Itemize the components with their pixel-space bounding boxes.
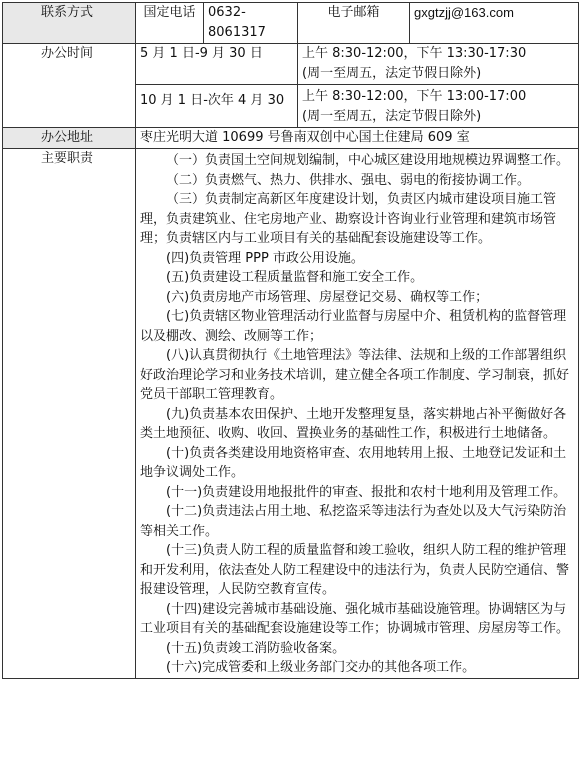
contact-label: 联系方式: [3, 3, 136, 44]
contact-row: [3, 3, 579, 44]
address-label: 办公地址: [3, 128, 136, 149]
email-value[interactable]: gxgtzjj@163.com: [410, 3, 579, 44]
hours-time-1-text: 上午 8:30-12:00，下午 13:30-17:30: [302, 46, 527, 61]
duty-item: (十五)负责竣工消防验收备案。: [166, 640, 346, 656]
duties-list: [140, 149, 574, 678]
duty-item: （一）负责国土空间规划编制，中心城区建设用地规模边界调整工作。: [166, 153, 570, 168]
address-row: [3, 128, 579, 149]
duty-item: (六)负责房地产市场管理、房屋登记交易、确权等工作；: [166, 289, 489, 305]
address-value: 枣庄光明大道 10699 号鲁南双创中心国土住建局 609 室: [136, 128, 579, 149]
hours-time-1: [298, 44, 579, 85]
phone-value: 0632-8061317: [204, 3, 298, 44]
duty-item: (十)负责各类建设用地资格审查、农用地转用上报、土地登记发证和土地争议调处工作。: [140, 445, 567, 480]
hours-note-1: (周一至周五，法定节假日除外): [302, 66, 482, 81]
duty-item: (十一)负责建设用地报批件的审查、报批和农村十地利用及管理工作。: [166, 484, 567, 500]
duty-item: （三）负责制定高新区年度建设计划，负责区内城市建设项目施工管理，负责建筑业、住宅房地产业、勘察设计咨询业行业管理和建筑市场管理；负责辖区内与工业项目有关的基础配套设施建设等工作。: [140, 192, 557, 246]
duty-item: （二）负责燃气、热力、供排水、强电、弱电的衔接协调工作。: [166, 172, 531, 188]
duties-label: 主要职责: [3, 149, 136, 679]
duty-item: (五)负责建设工程质量监督和施工安全工作。: [166, 270, 424, 285]
info-table: [2, 2, 579, 679]
hours-period-1: 5 月 1 日-9 月 30 日: [136, 44, 298, 85]
phone-label: 国定电话: [136, 3, 204, 44]
duty-item: (十四)建设完善城市基础设施、强化城市基础设施管理。协调辖区为与工业项目有关的基础配套设施建设等工作；协调城市管理、房屋房等工作。: [140, 601, 570, 636]
hours-time-2-text: 上午 8:30-12:00，下午 13:00-17:00: [302, 89, 527, 104]
duty-item: (十三)负责人防工程的质量监督和竣工验收，组织人防工程的维护管理和开发利用，依法查处人防工程建设中的违法行为，负责人民防空通信、警报建设管理，人民防空教育宣传。: [140, 543, 570, 597]
duties-cell: [136, 149, 579, 679]
duties-row: [3, 149, 579, 679]
hours-label: 办公时间: [3, 44, 136, 128]
hours-time-2: [298, 85, 579, 128]
hours-period-2: 10 月 1 日-次年 4 月 30: [136, 85, 298, 128]
email-label: 电子邮箱: [298, 3, 410, 44]
duty-item: (七)负责辖区物业管理活动行业监督与房屋中介、租赁机构的监督管理以及棚改、测绘、改厕等工作；: [140, 309, 567, 344]
hours-row-1: [3, 44, 579, 85]
duty-item: (十六)完成管委和上级业务部门交办的其他各项工作。: [166, 660, 476, 675]
duty-item: (九)负责基本农田保护、土地开发整理复垦，落实耕地占补平衡做好各类土地预征、收购、收回、置换业务的基础性工作，积极进行土地储备。: [140, 406, 567, 441]
hours-note-2: (周一至周五，法定节假日除外): [302, 109, 482, 124]
duty-item: (八)认真贯彻执行《土地管理法》等法律、法规和上级的工作部署组织好政治理论学习和业务技术培训，建立健全各项工作制度、学习制衰，抓好党员干部职工管理教育。: [140, 348, 570, 402]
duty-item: (十二)负责违法占用土地、私挖盗采等违法行为查处以及大气污染防治等相关工作。: [140, 504, 567, 539]
duty-item: (四)负责管理 PPP 市政公用设施。: [166, 250, 364, 266]
